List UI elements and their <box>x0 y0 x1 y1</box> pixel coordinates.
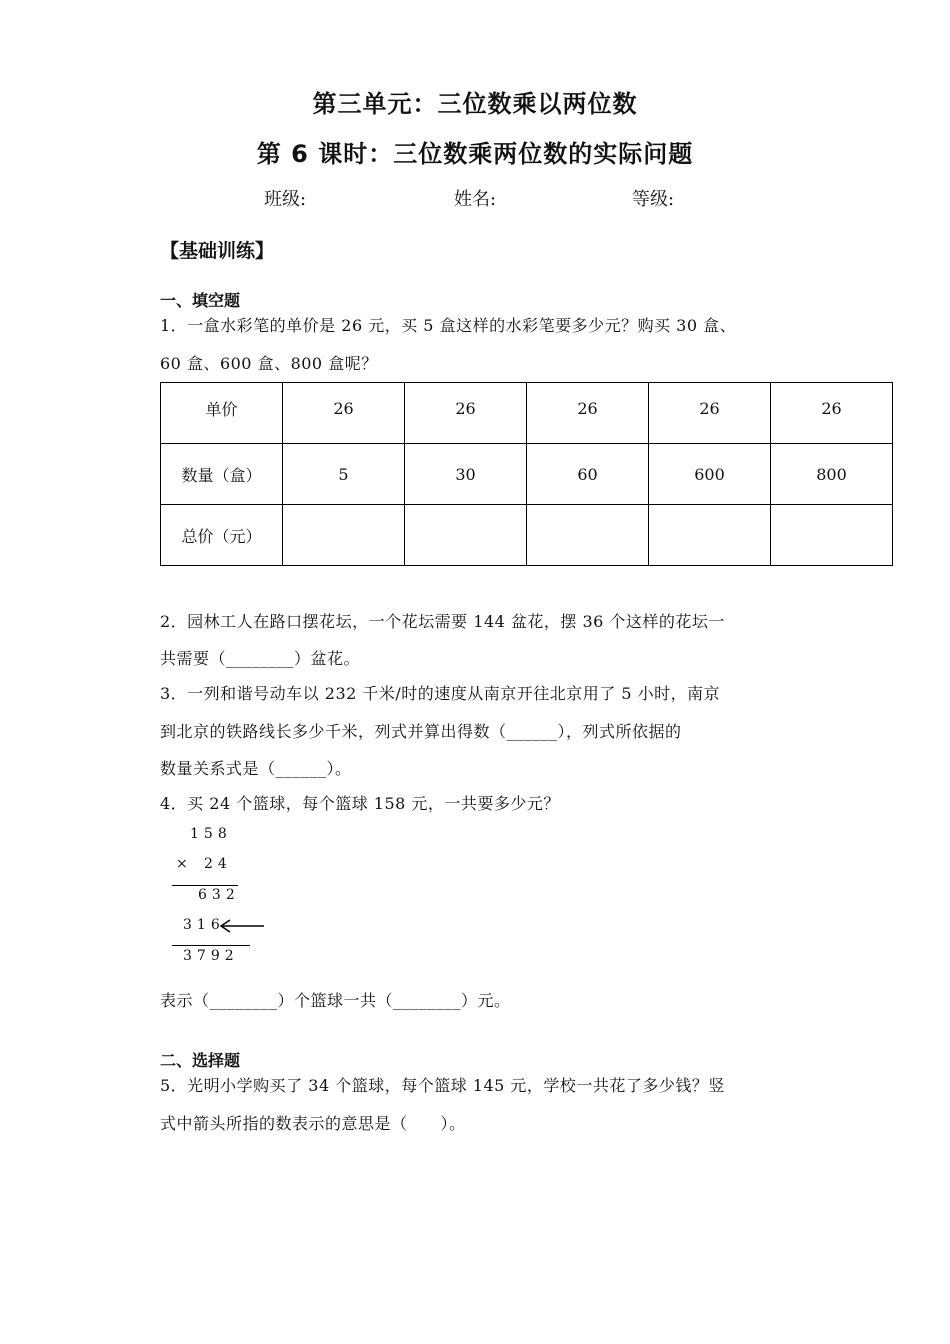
q3-text-line1: 3．一列和谐号动车以 232 千米/时的速度从南京开往北京用了 5 小时，南京 <box>160 684 721 703</box>
calc-partial1: 632 <box>198 887 240 903</box>
table-cell: 单价 <box>161 383 283 444</box>
left-arrow-icon <box>218 918 266 934</box>
q3-text-line3: 数量关系式是（______）。 <box>160 759 352 778</box>
q2-text-line2: 共需要（________）盆花。 <box>160 649 361 668</box>
table-cell: 5 <box>283 444 405 505</box>
table-cell: 26 <box>405 383 527 444</box>
answer-cell[interactable] <box>405 505 527 566</box>
calc-result: 3792 <box>183 948 239 964</box>
answer-cell[interactable] <box>771 505 893 566</box>
table-cell: 26 <box>527 383 649 444</box>
grade-label: 等级: <box>632 189 675 210</box>
table-cell: 数量（盒） <box>161 444 283 505</box>
answer-cell[interactable] <box>283 505 405 566</box>
table-cell: 800 <box>771 444 893 505</box>
table-cell: 26 <box>283 383 405 444</box>
price-table <box>160 382 893 566</box>
calc-multiplier: 24 <box>204 856 232 872</box>
calc-line <box>172 885 238 886</box>
answer-cell[interactable] <box>649 505 771 566</box>
table-cell: 26 <box>649 383 771 444</box>
calc-partial2: 316 <box>183 917 225 933</box>
q3-text-line2: 到北京的铁路线长多少千米，列式并算出得数（______），列式所依据的 <box>160 722 682 741</box>
lesson-title: 第 6 课时：三位数乘两位数的实际问题 <box>256 140 694 168</box>
q4-text-line1: 4．买 24 个篮球，每个篮球 158 元，一共要多少元？ <box>160 794 560 813</box>
q1-text-line2: 60 盒、600 盒、800 盒呢？ <box>160 354 378 373</box>
part1-heading: 一、填空题 <box>160 291 241 310</box>
table-cell: 60 <box>527 444 649 505</box>
table-cell: 30 <box>405 444 527 505</box>
q1-text-line1: 1．一盒水彩笔的单价是 26 元，买 5 盒这样的水彩笔要多少元？购买 30 盒、 <box>160 316 737 335</box>
calc-line <box>172 945 250 946</box>
q5-text-line2: 式中箭头所指的数表示的意思是（ ）。 <box>160 1114 466 1133</box>
section-basic-heading: 【基础训练】 <box>160 240 275 262</box>
q5-text-line1: 5．光明小学购买了 34 个篮球，每个篮球 145 元，学校一共花了多少钱？竖 <box>160 1076 725 1095</box>
table-row <box>161 444 893 505</box>
table-row <box>161 505 893 566</box>
table-cell: 总价（元） <box>161 505 283 566</box>
calc-multiplicand: 158 <box>190 826 232 842</box>
name-label: 姓名: <box>454 189 497 210</box>
unit-title: 第三单元：三位数乘以两位数 <box>312 90 638 118</box>
part2-heading: 二、选择题 <box>160 1051 241 1070</box>
class-label: 班级: <box>264 189 307 210</box>
q2-text-line1: 2．园林工人在路口摆花坛，一个花坛需要 144 盆花，摆 36 个这样的花坛一 <box>160 612 725 631</box>
answer-cell[interactable] <box>527 505 649 566</box>
table-cell: 600 <box>649 444 771 505</box>
calc-times-sign: × <box>176 856 193 872</box>
table-row <box>161 383 893 444</box>
q4-answer-line: 表示（________）个篮球一共（________）元。 <box>160 991 511 1010</box>
table-cell: 26 <box>771 383 893 444</box>
